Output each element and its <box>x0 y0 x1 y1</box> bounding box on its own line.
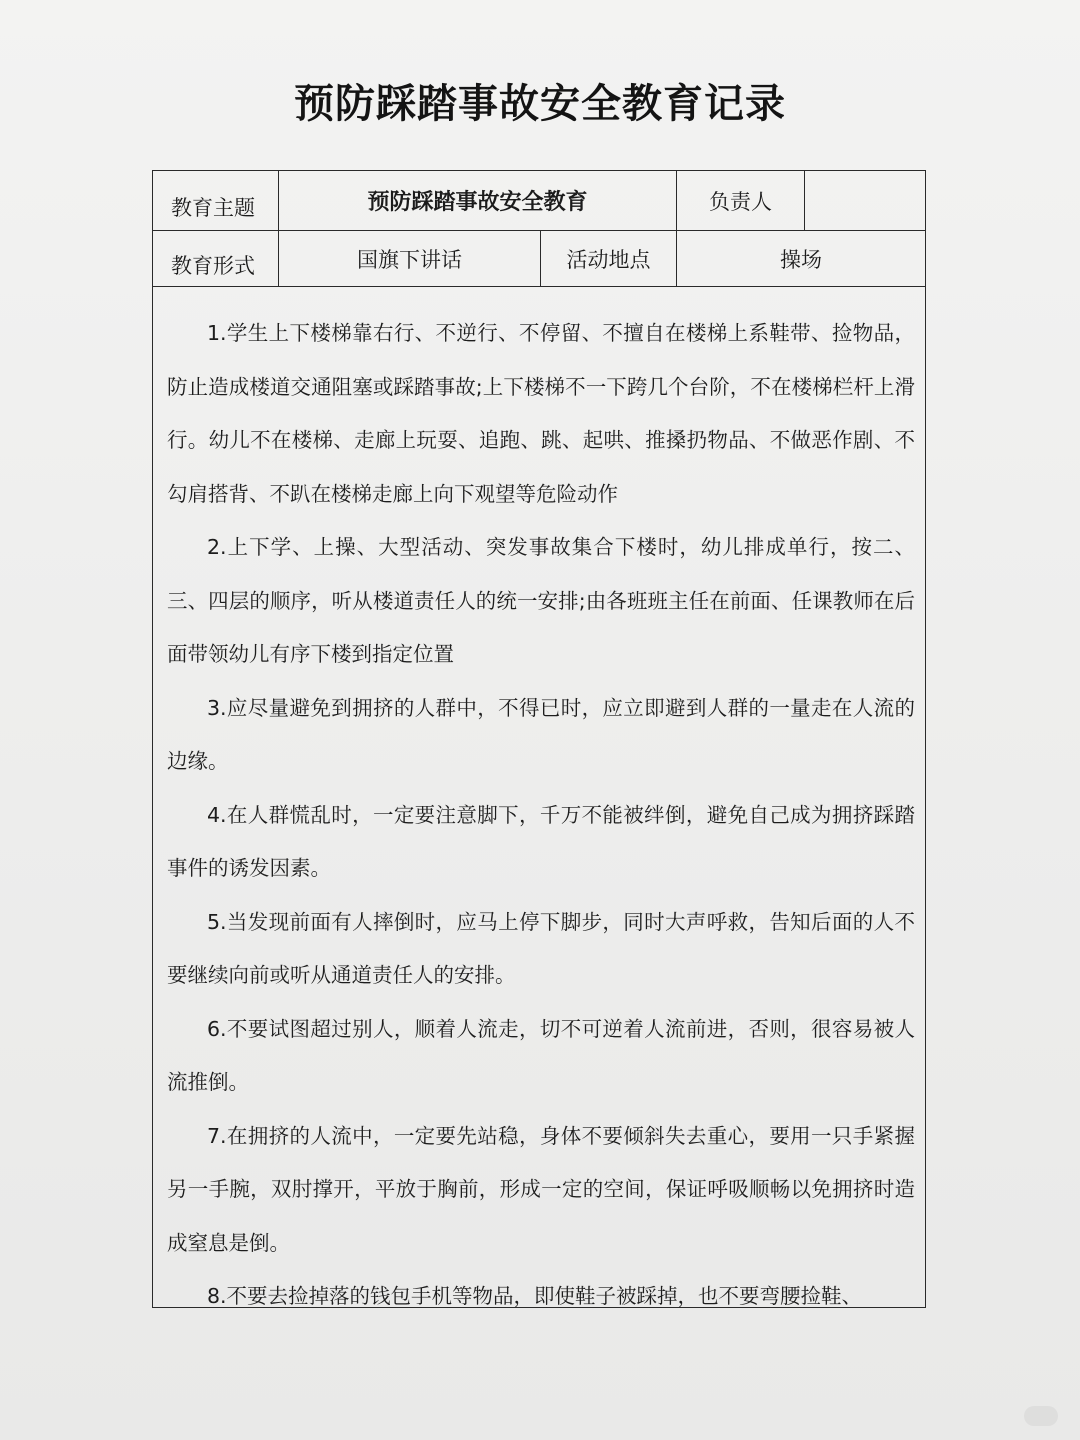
mode-value: 国旗下讲话 <box>279 231 541 286</box>
place-label: 活动地点 <box>541 231 677 286</box>
owner-label: 负责人 <box>677 171 805 230</box>
theme-value: 预防踩踏事故安全教育 <box>279 171 677 230</box>
content-paragraph: 7.在拥挤的人流中，一定要先站稳，身体不要倾斜失去重心，要用一只手紧握另一手腕，双肘撑开，平放于胸前，形成一定的空间，保证呼吸顺畅以免拥挤时造成窒息是倒。 <box>167 1123 915 1255</box>
content-paragraph: 3.应尽量避免到拥挤的人群中，不得已时，应立即避到人群的一量走在人流的边缘。 <box>167 695 915 773</box>
content-paragraph: 1.学生上下楼梯靠右行、不逆行、不停留、不擅自在楼梯上系鞋带、捡物品，防止造成楼道交通阻塞或踩踏事故;上下楼梯不一下跨几个台阶，不在楼梯栏杆上滑行。幼儿不在楼梯、走廊上玩耍、追跑、跳、起哄、推搡扔物品、不做恶作剧、不勾肩搭背、不趴在楼梯走廊上向下观望等危险动作 <box>167 321 915 506</box>
content-paragraph: 6.不要试图超过别人，顺着人流走，切不可逆着人流前进，否则，很容易被人流推倒。 <box>167 1016 915 1094</box>
document-title: 预防踩踏事故安全教育记录 <box>294 81 786 127</box>
content-paragraph: 2.上下学、上操、大型活动、突发事故集合下楼时，幼儿排成单行，按二、三、四层的顺序，听从楼道责任人的统一安排;由各班班主任在前面、任课教师在后面带领幼儿有序下楼到指定位置 <box>167 535 915 666</box>
mode-label: 教育形式 <box>153 231 279 286</box>
place-value: 操场 <box>780 247 822 272</box>
content-paragraph: 5.当发现前面有人摔倒时，应马上停下脚步，同时大声呼救，告知后面的人不要继续向前或听从通道责任人的安排。 <box>167 909 915 987</box>
theme-label: 教育主题 <box>153 171 279 230</box>
content-paragraph: 8.不要去捡掉落的钱包手机等物品，即使鞋子被踩掉，也不要弯腰捡鞋、 <box>207 1284 863 1307</box>
form-row-theme <box>153 171 925 231</box>
form-row-mode <box>153 231 925 287</box>
watermark-badge <box>1024 1406 1058 1426</box>
content-body <box>153 287 925 1307</box>
content-paragraph: 4.在人群慌乱时，一定要注意脚下，千万不能被绊倒，避免自己成为拥挤踩踏事件的诱发因素。 <box>167 802 915 880</box>
record-form-table <box>152 170 926 1308</box>
owner-value <box>805 171 925 230</box>
